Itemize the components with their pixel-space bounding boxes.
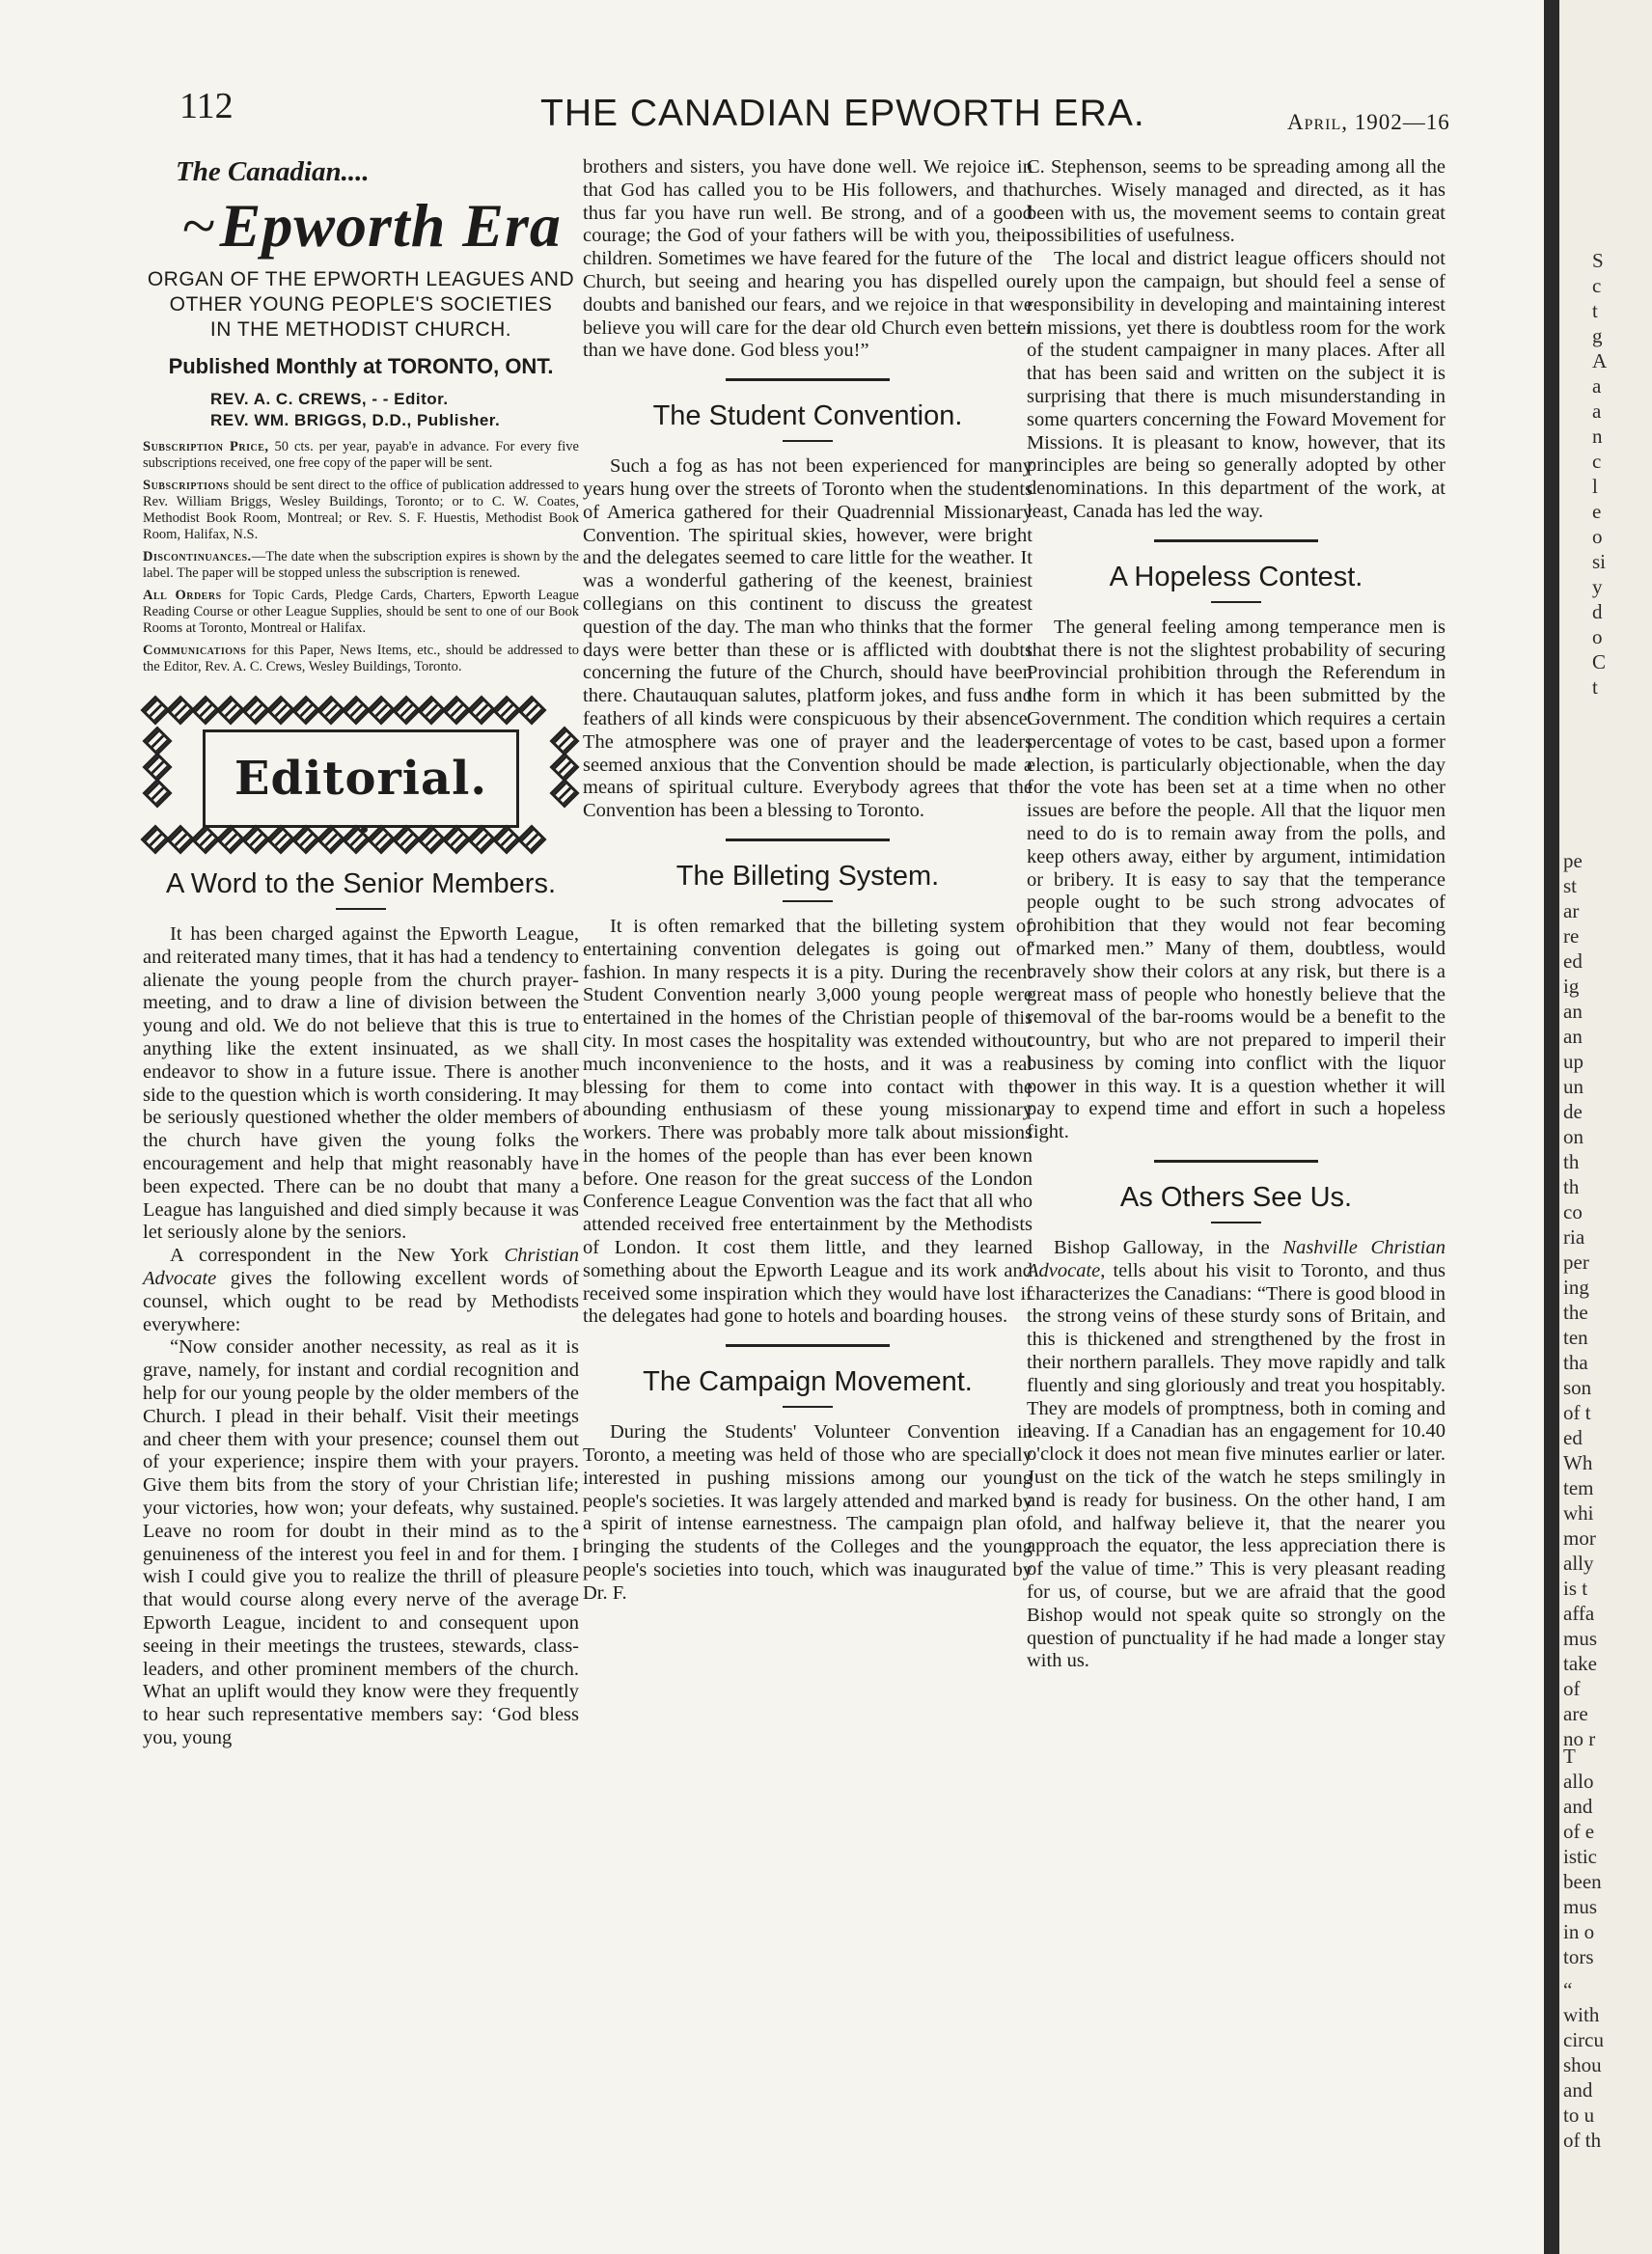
- article-campaign-movement-continued: [1027, 156, 1446, 524]
- next-page-fragment: allo: [1563, 1770, 1594, 1793]
- article-hopeless-contest: [1027, 617, 1446, 1144]
- title-rule: [1211, 601, 1261, 603]
- next-page-fragment: ed: [1563, 1426, 1583, 1449]
- next-page-fragment: ar: [1563, 899, 1580, 922]
- next-page-fragment: a: [1592, 399, 1602, 423]
- section-rule: [726, 838, 890, 841]
- ornament-border-top: [143, 697, 579, 726]
- next-page-fragment: istic: [1563, 1845, 1597, 1868]
- next-page-fragment: Wh: [1563, 1451, 1593, 1474]
- article-title-senior-members: A Word to the Senior Members.: [165, 868, 557, 899]
- next-page-fragment: ing: [1563, 1276, 1589, 1299]
- next-page-fragment: tors: [1563, 1945, 1594, 1968]
- paragraph: The general feeling among temperance men is that there is not the slightest probability of securing Provincial prohibition through the Referendum in the form in which it has been submitted by the Government. The condition which requires a certain percentage of votes to be cast, based upon a former election, is particularly objectionable, when the day for the vote has been set at a time when no other issues are before the people. All that the liquor men need to do is to remain away from the polls, and keep others away, either by argument, intimidation or bribery. It is easy to say that the temperance people ought to be such strong advocates of prohibition that they would not fear becoming “marked men.” Many of them, doubtless, would bravely show their colors at any risk, but there is a great mass of people who honestly believe that the removal of the bar-rooms would be a benefit to the country, but who are not prepared to imperil their business by coming into conflict with the liquor power in this way. It is a question whether it will pay to expend time and effort in such a hopeless fight.: [1027, 616, 1446, 1143]
- column-3: [1027, 156, 1446, 1673]
- editorial-heading: Editorial.: [203, 729, 519, 828]
- next-page-fragment: of: [1563, 1677, 1581, 1700]
- next-page-fragment: d: [1592, 600, 1603, 623]
- next-page-fragment: ed: [1563, 949, 1583, 973]
- ornament-border-bottom: [143, 826, 579, 855]
- next-page-fragment: up: [1563, 1050, 1583, 1073]
- next-page-fragment: per: [1563, 1251, 1589, 1274]
- ornament-border-right: [550, 726, 579, 826]
- paragraph: A correspondent in the New York Christian Advocate gives the following excellent words of counsel, which ought to be read by Methodists everywhere:: [143, 1245, 579, 1335]
- next-page-fragment: and: [1563, 2078, 1593, 2102]
- adjacent-page-edge: [1559, 0, 1652, 2254]
- next-page-fragment: T: [1563, 1745, 1576, 1768]
- notice: Communications for this Paper, News Items, etc., should be addressed to the Editor, Rev. A. C. Crews, Wesley Buildings, Toronto.: [143, 643, 579, 674]
- article-title-campaign-movement: The Campaign Movement.: [643, 1366, 973, 1398]
- masthead-prefix: The Canadian....: [176, 156, 370, 187]
- article-as-others-see-us: [1027, 1237, 1446, 1673]
- next-page-fragment: and: [1563, 1795, 1593, 1818]
- article-title-billeting-system: The Billeting System.: [675, 860, 940, 892]
- next-page-fragment: son: [1563, 1376, 1592, 1399]
- swash-ornament: ~: [181, 191, 216, 260]
- next-page-fragment: mus: [1563, 1627, 1598, 1650]
- next-page-fragment: pe: [1563, 849, 1583, 872]
- editor-line: REV. A. C. CREWS, - - Editor.: [210, 390, 449, 408]
- next-page-fragment: t: [1592, 299, 1598, 322]
- paragraph: Such a fog as has not been experienced for many years hung over the streets of Toronto when the students of America gathered for their Quadrennial Missionary Convention. The spiritual skies, however, were bright and the delegates seemed to care little for the weather. It was a wonderful gathering of the keenest, brainiest collegians on this continent to discuss the greatest question of the day. The man who thinks that the former days were better than these or is afflicted with doubts concerning the future of the Church, should have been there. Chautauquan salutes, platform jokes, and fuss and feathers of all kinds were conspicuous by their absence. The atmosphere was one of prayer and the leaders seemed anxious that the Convention should be made a means of spiritual culture. Everybody agrees that the Convention has been a blessing to Toronto.: [583, 455, 1032, 822]
- title-rule: [783, 900, 833, 902]
- article-title-hopeless-contest: A Hopeless Contest.: [1109, 561, 1363, 592]
- masthead-name: Epworth Era: [219, 191, 562, 260]
- next-page-fragment: re: [1563, 924, 1580, 948]
- ornament-border-left: [143, 726, 172, 826]
- next-page-fragment: an: [1563, 1000, 1583, 1023]
- article-title-student-convention: The Student Convention.: [652, 400, 963, 432]
- organ-line: ORGAN OF THE EPWORTH LEAGUES AND: [147, 268, 575, 290]
- notice: Subscription Price, 50 cts. per year, payab'e in advance. For every five subscriptions received, one free copy of the paper will be sent.: [143, 439, 579, 471]
- paragraph: brothers and sisters, you have done well. We rejoice in that God has called you to be His followers, and that thus far you have run well. Be strong, and of a good courage; the God of your fathers will be with you, their children. Sometimes we have feared for the future of the Church, but seeing and hearing you has dispelled our doubts and banished our fears, and we rejoice in that we believe you will care for the dear old Church even better than we have done. God bless you!”: [583, 156, 1032, 362]
- next-page-fragment: circu: [1563, 2028, 1604, 2051]
- editorial-banner: [143, 697, 579, 855]
- next-page-fragment: C: [1592, 650, 1607, 673]
- organ-statement: [143, 267, 579, 343]
- paragraph: The local and district league officers should not rely upon the campaign, but should feel a sense of responsibility in developing and maintaining interest in missions, yet there is doubtless room for the work of the student campaigner in many places. After all that has been said and written on the subject it is surprising that there is much misunderstanding in some quarters concerning the Foward Movement for Missions. It is pleasant to know, however, that its principles are being so generally adopted by other denominations. In this department of the work, at least, Canada has led the way.: [1027, 248, 1446, 522]
- paragraph: During the Students' Volunteer Convention in Toronto, a meeting was held of those who are specially interested in pushing missions among our young people's societies. It was largely attended and marked by a spirit of intense earnestness. The campaign plan of bringing the students of the Colleges and the young people's societies into touch, which was inaugurated by Dr. F.: [583, 1421, 1032, 1604]
- next-page-fragment: st: [1563, 874, 1578, 897]
- section-rule: [726, 1344, 890, 1347]
- notice: Discontinuances.—The date when the subscription expires is shown by the label. The paper will be stopped unless the subscription is renewed.: [143, 549, 579, 581]
- next-page-fragment: is t: [1563, 1577, 1588, 1600]
- next-page-fragment: of t: [1563, 1401, 1591, 1424]
- next-page-fragment: of th: [1563, 2129, 1602, 2152]
- next-page-fragment: de: [1563, 1100, 1583, 1123]
- next-page-fragment: t: [1592, 675, 1598, 699]
- next-page-fragment: mor: [1563, 1526, 1596, 1550]
- next-page-fragment: in o: [1563, 1920, 1595, 1943]
- next-page-fragment: c: [1592, 274, 1602, 297]
- next-page-fragment: a: [1592, 374, 1602, 398]
- next-page-fragment: whi: [1563, 1501, 1594, 1525]
- paragraph: It has been charged against the Epworth League, and reiterated many times, that it has had a tendency to alienate the young people from the church prayer-meeting, and to draw a line of division between the young and old. We do not believe that this is true to anything like the extent insinuated, as we shall endeavor to show in a future issue. There is another side to the question which is worth considering. It may be seriously questioned whether the older members of the church have given the young folks the encouragement and help that might reasonably have been expected. There can be no doubt that many a League has languished and died simply because it was let seriously alone by the seniors.: [143, 923, 579, 1244]
- next-page-fragment: affa: [1563, 1602, 1595, 1625]
- article-senior-members: [143, 923, 579, 1750]
- next-page-fragment: “: [1563, 1978, 1573, 2001]
- next-page-fragment: A: [1592, 349, 1608, 372]
- next-page-fragment: th: [1563, 1150, 1580, 1173]
- next-page-fragment: co: [1563, 1200, 1583, 1223]
- paragraph: Bishop Galloway, in the Nashville Christian Advocate, tells about his visit to Toronto, and thus characterizes the Canadians: “There is good blood in the strong veins of these sturdy sons of Britain, and this is thickened and strengthened by the frost in their northern parallels. They move rapidly and talk fluently and sing gloriously and treat you hospitably. They are models of promptness, both in coming and leaving. If a Canadian has an engagement for 10.40 o'clock it does not mean five minutes earlier or later. Just on the tick of the watch he steps smilingly in and is ready for business. On the other hand, I am told, and halfway believe it, that the nearer you approach the equator, the less appreciation there is of the value of time.” This is very pleasant reading for us, of course, but we are afraid that the good Bishop would not speak quite so strongly on the question of punctuality if he had made a longer stay with us.: [1027, 1237, 1446, 1672]
- paragraph: “Now consider another necessity, as real as it is grave, namely, for instant and cordial recognition and help for our young people by the older members of the Church. I plead in their behalf. Visit their meetings and cheer them with your presence; counsel them out of your experience; inspire them with your prayers. Give them bits from the story of your Christian life; your victories, how won; your defeats, why sustained. Leave no room for doubt in their mind as to the genuineness of the interest you feel in and for them. I wish I could give you to realize the thrill of pleasure that would course along every nerve of the average Epworth League, incident to and consequent upon seeing in their meetings the trustees, stewards, class-leaders, and other prominent members of the church. What an uplift would they know were they frequently to hear such representative members say: ‘God bless you, young: [143, 1336, 579, 1748]
- next-page-fragment: c: [1592, 450, 1602, 473]
- next-page-fragment: tha: [1563, 1351, 1588, 1374]
- issue-date: April, 1902—16: [1287, 110, 1450, 134]
- publisher-line: REV. WM. BRIGGS, D.D., Publisher.: [210, 411, 501, 429]
- book-gutter: [1544, 0, 1559, 2254]
- title-rule: [1211, 1222, 1261, 1223]
- next-page-fragment: si: [1592, 550, 1607, 573]
- next-page-fragment: n: [1592, 425, 1603, 448]
- article-title-as-others-see-us: As Others See Us.: [1119, 1182, 1353, 1214]
- page-number: 112: [179, 86, 234, 126]
- next-page-fragment: the: [1563, 1301, 1588, 1324]
- subscription-notices: [143, 439, 579, 675]
- next-page-fragment: e: [1592, 500, 1602, 523]
- paragraph: C. Stephenson, seems to be spreading among all the churches. Wisely managed and directed, as it has been with us, the movement seems to contain great possibilities of usefulness.: [1027, 156, 1446, 247]
- organ-line: IN THE METHODIST CHURCH.: [209, 318, 512, 341]
- next-page-fragment: take: [1563, 1652, 1597, 1675]
- running-title: THE CANADIAN EPWORTH ERA.: [540, 93, 1145, 134]
- next-page-fragment: o: [1592, 525, 1603, 548]
- title-rule: [336, 908, 386, 910]
- next-page-fragment: on: [1563, 1125, 1583, 1148]
- next-page-fragment: un: [1563, 1075, 1583, 1098]
- next-page-fragment: of e: [1563, 1820, 1595, 1843]
- article-senior-members-continued: [583, 156, 1032, 363]
- next-page-fragment: ria: [1563, 1225, 1585, 1249]
- next-page-fragment: tem: [1563, 1476, 1594, 1499]
- next-page-fragment: to u: [1563, 2103, 1595, 2127]
- paragraph: It is often remarked that the billeting system of entertaining convention delegates is going out of fashion. In many respects it is a pity. During the recent Student Convention nearly 3,000 young people were entertained in the homes of the Christian people of this city. In most cases the hospitality was extended without much inconvenience to the hosts, and it was a real blessing for them to come into contact with the abounding enthusiasm of these young missionary workers. There was probably more talk about missions in the homes of the people than has ever been known before. One reason for the great success of the London Conference League Convention was the fact that all who attended received free entertainment by the Methodists of London. It cost them little, and they learned something about the Epworth League and its work and received some inspiration which they would have lost if the delegates had gone to hotels and boarding houses.: [583, 915, 1032, 1328]
- article-billeting-system: [583, 916, 1032, 1329]
- next-page-fragment: ally: [1563, 1552, 1594, 1575]
- next-page-fragment: no r: [1563, 1727, 1596, 1750]
- next-page-fragment: o: [1592, 625, 1603, 648]
- next-page-fragment: S: [1592, 249, 1604, 272]
- next-page-fragment: l: [1592, 475, 1598, 498]
- next-page-fragment: an: [1563, 1025, 1583, 1048]
- section-rule: [1154, 1160, 1318, 1163]
- next-page-fragment: y: [1592, 575, 1603, 598]
- column-2: [583, 156, 1032, 1606]
- next-page-fragment: th: [1563, 1175, 1580, 1198]
- next-page-fragment: shou: [1563, 2053, 1602, 2076]
- next-page-fragment: ig: [1563, 975, 1580, 998]
- next-page-fragment: are: [1563, 1702, 1588, 1725]
- article-campaign-movement: [583, 1421, 1032, 1605]
- next-page-fragment: been: [1563, 1870, 1602, 1893]
- title-rule: [783, 1406, 833, 1408]
- section-rule: [726, 378, 890, 381]
- notice: All Orders for Topic Cards, Pledge Cards, Charters, Epworth League Reading Course or other League Supplies, should be sent to one of our Book Rooms at Toronto, Montreal or Halifax.: [143, 588, 579, 636]
- column-1: [143, 156, 579, 1750]
- organ-line: OTHER YOUNG PEOPLE'S SOCIETIES: [169, 293, 553, 316]
- masthead-title: [181, 192, 579, 260]
- next-page-fragment: mus: [1563, 1895, 1598, 1918]
- section-rule: [1154, 539, 1318, 542]
- next-page-fragment: ten: [1563, 1326, 1588, 1349]
- notice: Subscriptions should be sent direct to the office of publication addressed to Rev. William Briggs, Wesley Buildings, Toronto; or to C. W. Coates, Methodist Book Room, Montreal; or Rev. S. F. Huestis, Methodist Book Room, Halifax, N.S.: [143, 478, 579, 542]
- article-student-convention: [583, 455, 1032, 823]
- next-page-fragment: with: [1563, 2003, 1600, 2026]
- publication-info: Published Monthly at TORONTO, ONT.: [168, 354, 554, 378]
- next-page-fragment: g: [1592, 324, 1603, 347]
- title-rule: [783, 440, 833, 442]
